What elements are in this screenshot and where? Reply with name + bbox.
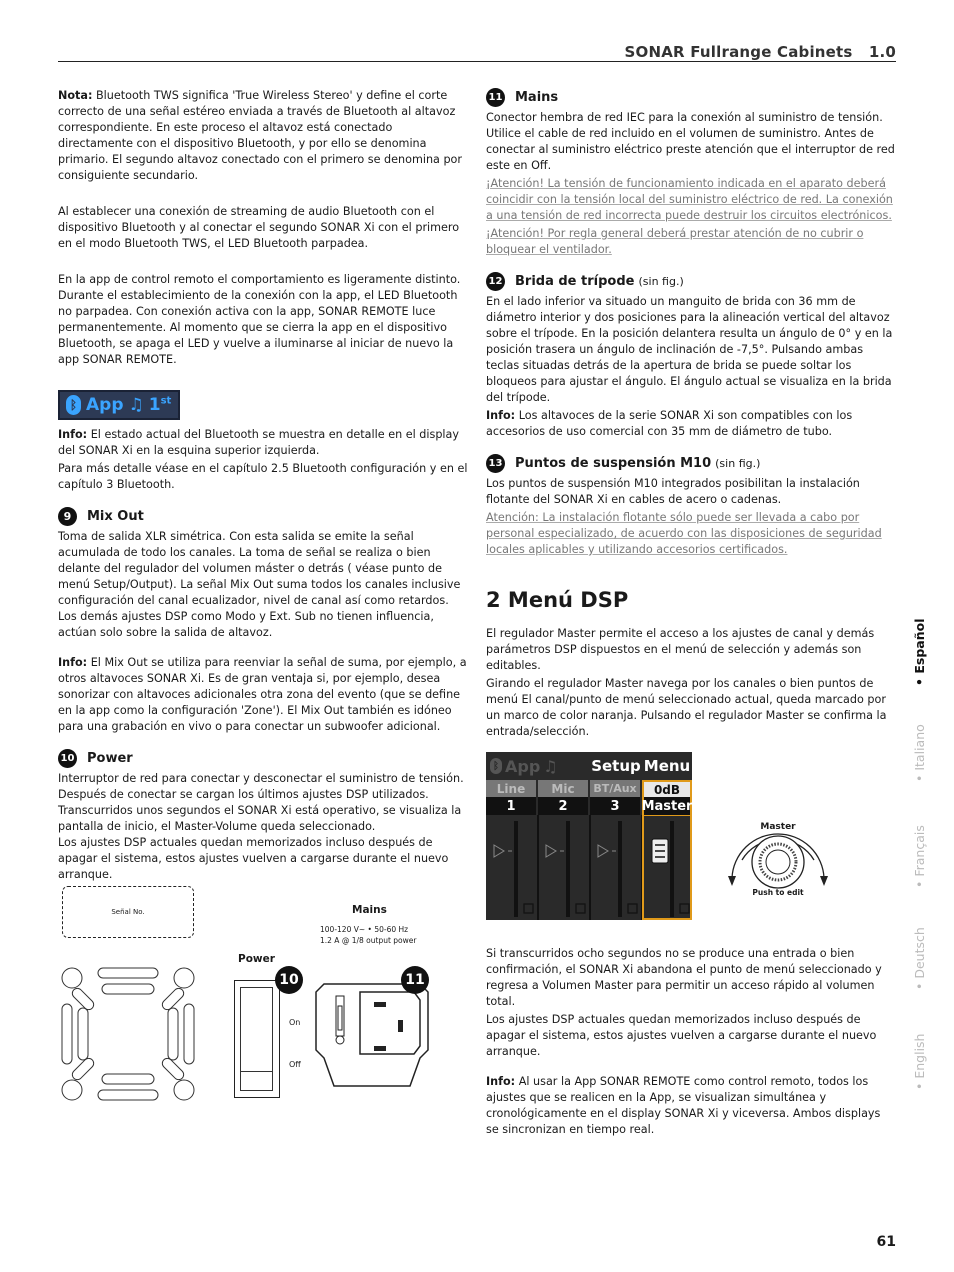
dsp-navigation: Girando el regulador Master navega por los canales o bien puntos de menú El canal/punto de menú seleccionado actual, queda marcado por un marco de color naranja. Pulsando el regulador Master se confirma la entrada/selección. — [486, 677, 887, 738]
music-note-icon: ♫ — [128, 395, 144, 415]
section-mains-heading: 11 Mains — [486, 88, 896, 107]
tripod-info: Info: Los altavoces de la serie SONAR Xi son compatibles con los accesorios de uso comercial con 35 mm de diámetro de tubo. — [486, 409, 853, 438]
section-tripod-heading: 12 Brida de trípode (sin fig.) — [486, 272, 896, 291]
mains-spec: 100-120 V~ • 50-60 Hz 1.2 A @ 1/8 output power — [320, 925, 417, 945]
left-column — [58, 88, 468, 368]
mix-out-body: Toma de salida XLR simétrica. Con esta salida se emite la señal acumulada de todo los canales. La toma de señal se realiza o bien delante del regulador del volumen máster o detrás ( véase punto de menú Setup/Output). La señal Mix Out suma todos los canales inclusive configuración del canal ecualizador, nivel de canal así como retardos. Los demás ajustes DSP como Modo y Ext. Sub no tienen influencia, actúan solo sobre la salida de altavoz. — [58, 530, 461, 639]
iec-mains-socket[interactable] — [310, 976, 434, 1100]
section-number-badge: 9 — [58, 507, 77, 526]
power-label: Power — [238, 953, 275, 965]
back-panel-figure — [58, 884, 468, 1114]
knob-label: Master — [760, 822, 796, 832]
dsp-btaux-cell: BT/Aux — [590, 780, 642, 797]
bluetooth-icon: ᛒ — [490, 758, 502, 774]
mains-warning-1: ¡Atención! La tensión de funcionamiento indicada en el aparato deberá coincidir con la tensión local del suministro eléctrico de red. La conexión a una tensión de red incorrecta puede destruir los circuitos electrónicos. — [486, 177, 893, 222]
dsp-ch2-cell: 2 — [538, 797, 590, 815]
language-tabs — [912, 600, 932, 1100]
power-body-2: Los ajustes DSP actuales quedan memorizados incluso después de apagar el sistema, estos ajustes vuelven a cargarse durante el nuevo arranque. — [58, 836, 449, 881]
section-suspension-heading: 13 Puntos de suspensión M10 (sin fig.) — [486, 454, 896, 473]
tab-italiano[interactable]: • Italiano — [912, 724, 927, 782]
section-mix-out-heading: 9 Mix Out — [58, 507, 468, 526]
suspension-warning: Atención: La instalación flotante sólo puede ser llevada a cabo por personal especializado, de acuerdo con las disposiciones de seguridad locales aplicables y utilizando accesorios certificados. — [486, 511, 882, 556]
dsp-app-cell: ᛒ App ♫ — [486, 752, 590, 780]
dsp-master-cell: Master — [641, 798, 693, 814]
knob-sub-label: Push to edit — [752, 888, 804, 897]
on-label: On — [289, 1018, 301, 1027]
dsp-line-cell: Line — [486, 780, 538, 797]
power-body: Interruptor de red para conectar y desconectar el suministro de tensión. Después de conectar se cargan los últimos ajustes DSP utilizados. Transcurridos unos segundos el SONAR Xi está operativo, se visualiza la pantalla de inicio, el Master-Volume queda seleccionado. — [58, 772, 464, 833]
bluetooth-display: ᛒ App ♫ 1st — [58, 390, 180, 420]
power-switch[interactable] — [234, 980, 280, 1098]
dsp-faders — [486, 815, 692, 920]
badge-10: 10 — [275, 966, 303, 994]
dsp-intro: El regulador Master permite el acceso a los ajustes de canal y demás parámetros DSP dispuestos en el menú de selección y además son editables. — [486, 627, 875, 672]
master-knob-figure — [722, 818, 834, 902]
right-column — [486, 88, 896, 740]
tab-deutsch[interactable]: • Deutsch — [912, 927, 927, 990]
dsp-display — [486, 752, 692, 920]
section-number-badge: 11 — [486, 88, 505, 107]
music-note-icon: ♫ — [543, 756, 558, 776]
section-power-heading: 10 Power — [58, 749, 468, 768]
dsp-setup-cell: Setup — [591, 757, 641, 775]
info-bluetooth: Info: El estado actual del Bluetooth se muestra en detalle en el display del SONAR Xi en la esquina superior izquierda. — [58, 428, 459, 457]
dsp-ch1-cell: 1 — [486, 797, 538, 815]
chapter-heading: 2 Menú DSP — [486, 588, 629, 612]
remote-app-paragraph: En la app de control remoto el comportamiento es ligeramente distinto. Durante el establecimiento de la conexión con la app, el LED Bluetooth no parpadea. Con conexión activa con la app, SONAR REMOTE luce permanentemente. Al momento que se cierra la app en el dispositivo Bluetooth, se apaga el LED y vuelve a iluminarse al iniciar de nuevo la app SONAR REMOTE. — [58, 273, 461, 366]
left-column-lower — [58, 427, 468, 883]
mains-warning-2: ¡Atención! Por regla general deberá prestar atención de no cubrir o bloquear el ventilador. — [486, 227, 864, 256]
running-header: SONAR Fullrange Cabinets 1.0 — [624, 43, 896, 61]
off-label: Off — [289, 1060, 301, 1069]
badge-11: 11 — [401, 966, 429, 994]
dsp-timeout: Si transcurridos ocho segundos no se produce una entrada o bien confirmación, el SONAR Xi abandona el punto de menú seleccionado y regresa a Volumen Master para permitir un acceso rápido al volumen total. — [486, 947, 882, 1008]
dsp-menu-cell: Menu — [643, 757, 691, 775]
serial-label-box: Señal No. — [62, 886, 194, 938]
header-rule — [58, 61, 896, 62]
page-number: 61 — [876, 1234, 896, 1250]
section-number-badge: 13 — [486, 454, 505, 473]
right-column-lower — [486, 946, 896, 1138]
dsp-master-level-cell: 0dB — [642, 780, 692, 797]
dsp-mic-cell: Mic — [538, 780, 590, 797]
tab-francais[interactable]: • Français — [912, 825, 927, 888]
tab-espanol[interactable]: • Español — [912, 618, 927, 686]
suspension-body: Los puntos de suspensión M10 integrados posibilitan la instalación flotante del SONAR Xi en cables de acero o cadenas. — [486, 477, 860, 506]
mains-label: Mains — [352, 904, 387, 916]
section-number-badge: 12 — [486, 272, 505, 291]
bluetooth-tws-paragraph: Al establecer una conexión de streaming de audio Bluetooth con el dispositivo Bluetooth y al conectar el segundo SONAR Xi con el primero en el modo Bluetooth TWS, el LED Bluetooth parpadea. — [58, 205, 460, 250]
bluetooth-icon: ᛒ — [66, 395, 81, 415]
dsp-info: Info: Al usar la App SONAR REMOTE como control remoto, todos los ajustes que se realicen en la App, se visualizan simultánea y cronológicamente en el display SONAR Xi y viceversa. Ambos displays se sincronizan en tiempo real. — [486, 1075, 881, 1136]
dsp-ch3-cell: 3 — [590, 797, 642, 815]
tab-english[interactable]: • English — [912, 1033, 927, 1090]
mix-out-info: Info: El Mix Out se utiliza para reenviar la señal de suma, por ejemplo, a otros altavoces SONAR Xi. Es de gran ventaja si, por ejemplo, desea sonorizar con altavoces adicionales otra zona del evento (que se define en la app como la configuración 'Zone'). El Mix Out también es idóneo para una grabación en vivo o para conectar un subwoofer adicional. — [58, 656, 467, 733]
info-bluetooth-ref: Para más detalle véase en el capítulo 2.5 Bluetooth configuración y en el capítulo 3 Bluetooth. — [58, 462, 468, 491]
mains-body: Conector hembra de red IEC para la conexión al suministro de tensión. Utilice el cable de red incluido en el volumen de suministro. Antes de conectar al suministro eléctrico preste atención que el interruptor de red este en Off. — [486, 111, 895, 172]
note-paragraph: Nota: Bluetooth TWS significa 'True Wireless Stereo' y define el corte correcto de una señal estéreo enviada a través de Bluetooth al altavoz correspondiente. En este proceso el altavoz está conectado directamente con el dispositivo Bluetooth, y por ello se denomina primario. El segundo altavoz conectado con el primero se denomina por consiguiente secundario. — [58, 89, 463, 182]
vent-grille — [58, 964, 198, 1104]
dsp-memory: Los ajustes DSP actuales quedan memorizados incluso después de apagar el sistema, estos ajustes vuelven a cargarse durante el nuevo arranque. — [486, 1013, 877, 1058]
tripod-body: En el lado inferior va situado un manguito de brida con 36 mm de diámetro interior y dos posiciones para la alineación vertical del altavoz sobre el trípode. En la posición delantera resulta un ángulo de 0° y en la posición trasera un ángulo de inclinación de -7,5°. Pulsando ambas teclas situadas detrás de la apertura de brida se puede soltar los bloqueos para ajustar el ángulo. El ángulo actual se visualiza en la brida del trípode. — [486, 295, 893, 404]
section-number-badge: 10 — [58, 749, 77, 768]
